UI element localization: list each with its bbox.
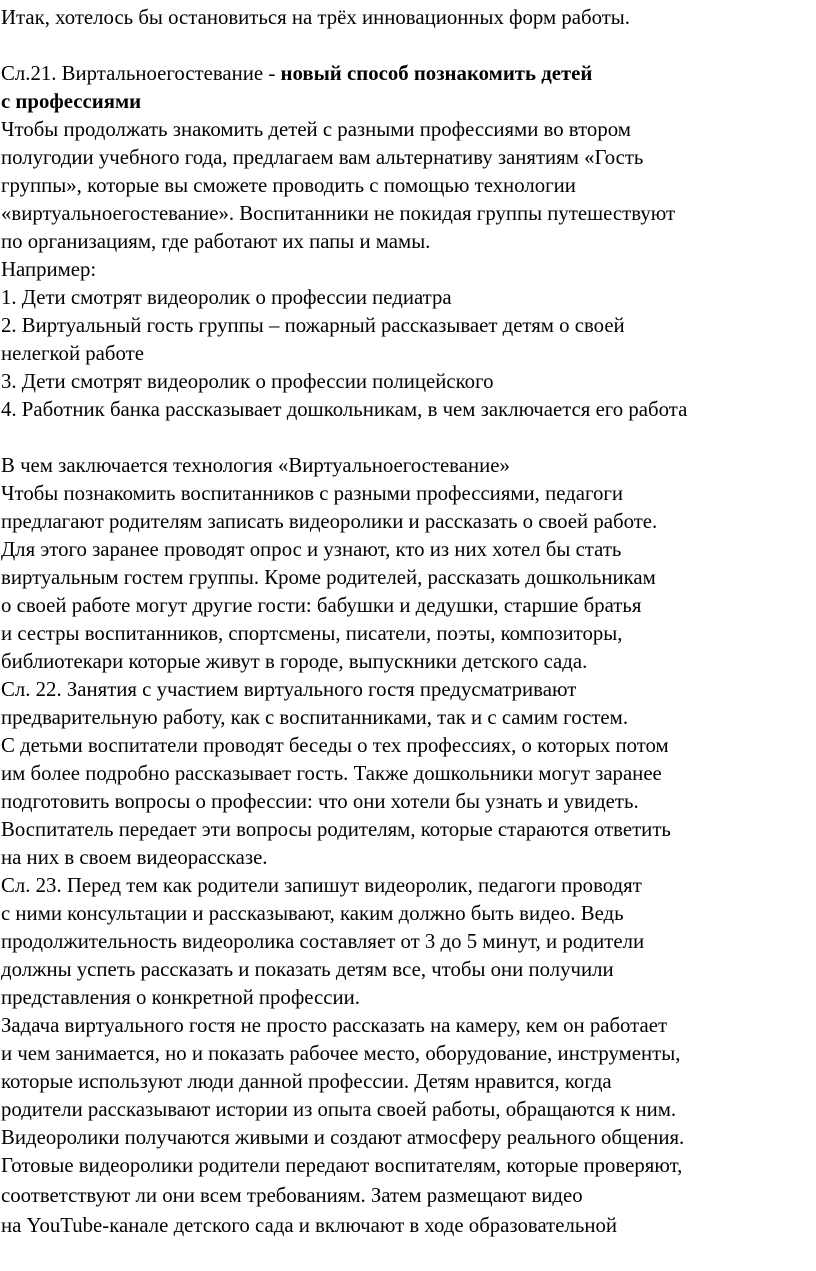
text-line: Воспитатель передает эти вопросы родителям, которые стараются ответить [1,818,671,841]
text-line: предлагают родителям записать видеоролики и рассказать о своей работе. [1,510,658,533]
list-item-continued: нелегкой работе [1,342,144,365]
text-line: по организациям, где работают их папы и мамы. [1,230,431,253]
text-line: Видеоролики получаются живыми и создают атмосферу реального общения. [1,1126,685,1149]
text-line: и чем занимается, но и показать рабочее место, оборудование, инструменты, [1,1042,681,1065]
text-line: представления о конкретной профессии. [1,986,360,1009]
text-line: продолжительность видеоролика составляет от 3 до 5 минут, и родители [1,930,645,953]
text-line: на них в своем видеорассказе. [1,846,268,869]
text-line: подготовить вопросы о профессии: что они хотели бы узнать и увидеть. [1,790,639,813]
text-line: соответствуют ли они всем требованиям. Затем размещают видео [1,1184,583,1207]
list-item: 2. Виртуальный гость группы – пожарный рассказывает детям о своей [1,314,625,337]
text-line: Готовые видеоролики родители передают воспитателям, которые проверяют, [1,1154,683,1177]
text-line: предварительную работу, как с воспитанниками, так и с самим гостем. [1,706,629,729]
text-line: «виртуальноегостевание». Воспитанники не покидая группы путешествуют [1,202,676,225]
text-line: о своей работе могут другие гости: бабушки и дедушки, старшие братья [1,594,642,617]
text-line: родители рассказывают истории из опыта своей работы, обращаются к ним. [1,1098,677,1121]
list-item: 1. Дети смотрят видеоролик о профессии педиатра [1,286,452,309]
heading-prefix: Сл.21. Виртальноегостевание - [1,62,281,85]
text-line: С детьми воспитатели проводят беседы о тех профессиях, о которых потом [1,734,669,757]
text-line: Сл. 23. Перед тем как родители запишут видеоролик, педагоги проводят [1,874,642,897]
text-line: должны успеть рассказать и показать детям все, чтобы они получили [1,958,614,981]
list-item: 4. Работник банка рассказывает дошкольникам, в чем заключается его работа [1,398,688,421]
text-line: и сестры воспитанников, спортсмены, писатели, поэты, композиторы, [1,622,623,645]
text-line: Сл. 22. Занятия с участием виртуального гостя предусматривают [1,678,577,701]
text-line: им более подробно рассказывает гость. Также дошкольники могут заранее [1,762,662,785]
text-line: Чтобы продолжать знакомить детей с разными профессиями во втором [1,118,631,141]
text-line: Для этого заранее проводят опрос и узнают, кто из них хотел бы стать [1,538,622,561]
heading-bold-text: новый способ познакомить детей [280,62,593,85]
text-line: группы», которые вы сможете проводить с помощью технологии [1,174,576,197]
text-line: с ними консультации и рассказывают, каким должно быть видео. Ведь [1,902,624,925]
list-item: 3. Дети смотрят видеоролик о профессии полицейского [1,370,494,393]
section-heading [1,60,592,88]
subheading-line: В чем заключается технология «Виртуальноегостевание» [1,454,510,477]
section-heading-continued [1,88,141,116]
text-line: полугодии учебного года, предлагаем вам альтернативу занятиям «Гость [1,146,644,169]
text-line: Чтобы познакомить воспитанников с разными профессиями, педагоги [1,482,624,505]
text-line: виртуальным гостем группы. Кроме родителей, рассказать дошкольникам [1,566,656,589]
intro-line: Итак, хотелось бы остановиться на трёх инновационных форм работы. [1,6,630,29]
text-line: Задача виртуального гостя не просто рассказать на камеру, кем он работает [1,1014,668,1037]
text-line: библиотекари которые живут в городе, выпускники детского сада. [1,650,588,673]
text-line: Например: [1,258,97,281]
heading-bold-text-2: с профессиями [1,90,142,113]
text-line: которые используют люди данной профессии. Детям нравится, когда [1,1070,612,1093]
text-line: на YouTube-канале детского сада и включают в ходе образовательной [1,1214,617,1237]
